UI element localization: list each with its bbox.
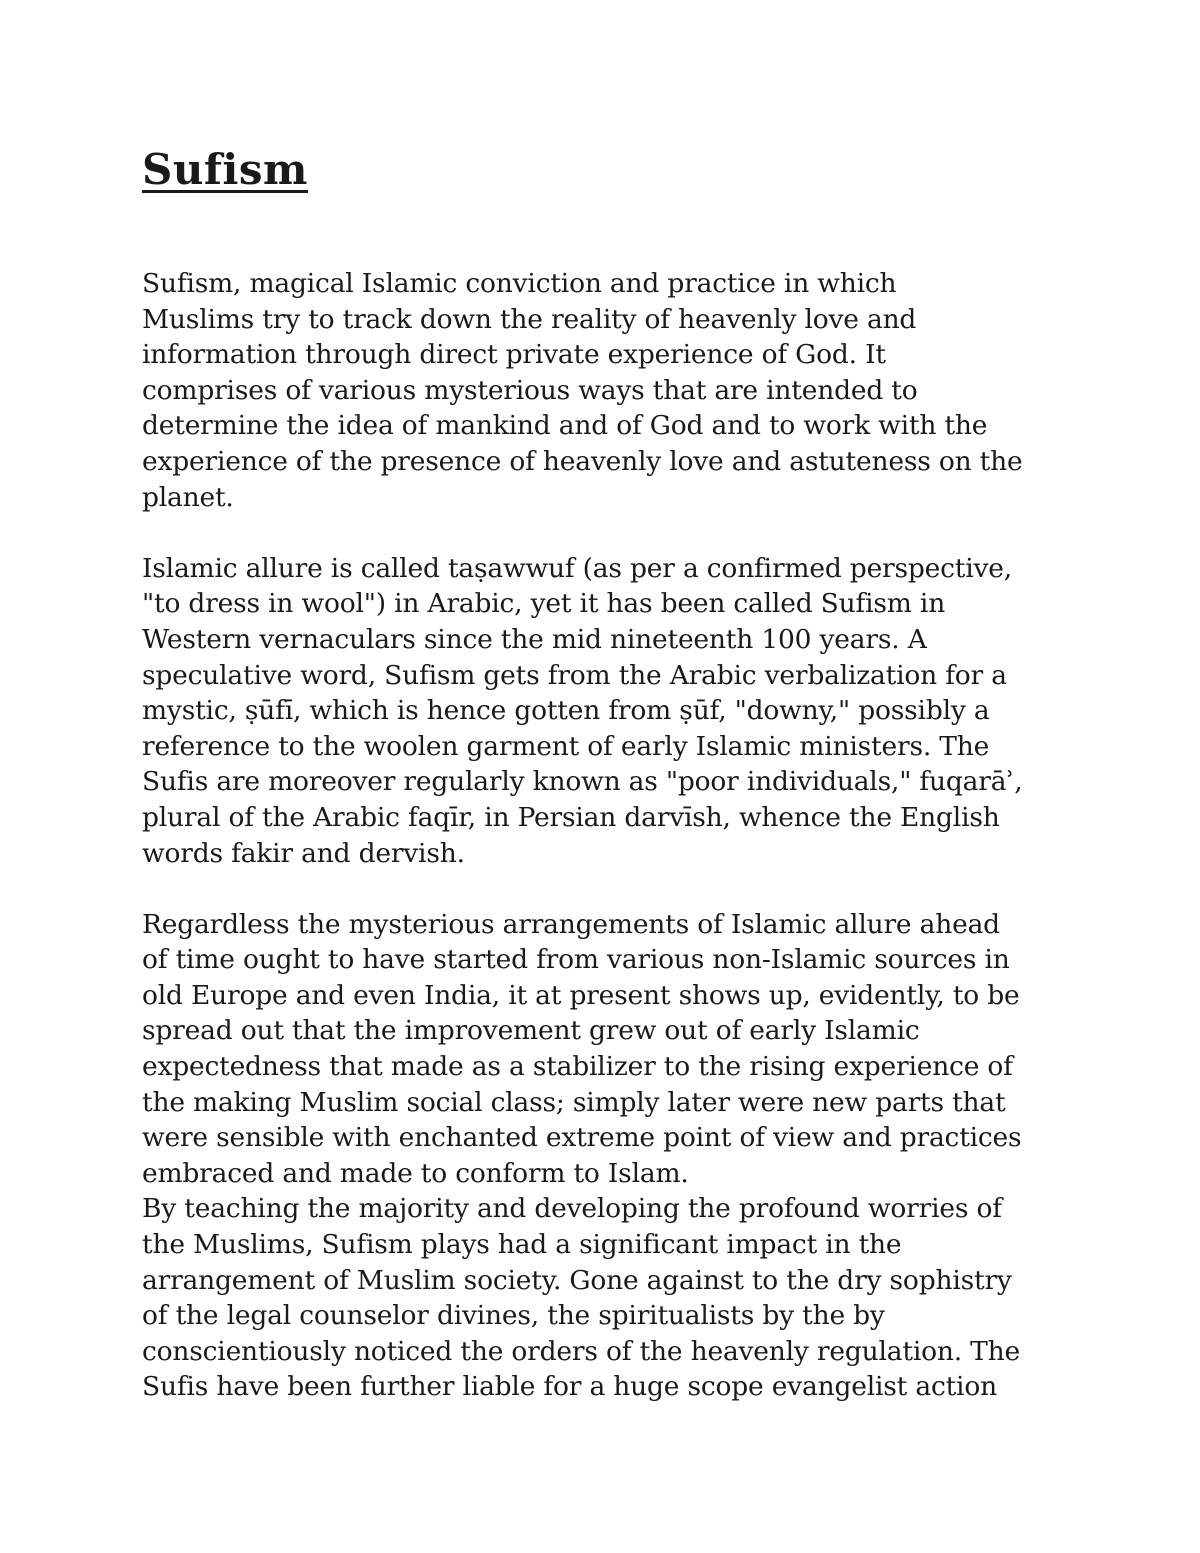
text-line: information through direct private experience of God. It	[142, 339, 886, 371]
text-line: speculative word, Sufism gets from the Arabic verbalization for a	[142, 659, 1007, 691]
text-line: experience of the presence of heavenly love and astuteness on the	[142, 445, 1023, 477]
paragraph-3	[142, 907, 1072, 1192]
text-line: plural of the Arabic faqīr, in Persian darvīsh, whence the English	[142, 801, 1000, 833]
document-page	[142, 140, 1072, 1405]
text-line: determine the idea of mankind and of God and to work with the	[142, 410, 988, 442]
text-line: of time ought to have started from various non-Islamic sources in	[142, 944, 1010, 976]
text-line: mystic, ṣūfī, which is hence gotten from ṣūf, "downy," possibly a	[142, 695, 990, 727]
paragraph-spacer	[142, 871, 1072, 907]
text-line: spread out that the improvement grew out of early Islamic	[142, 1015, 920, 1047]
text-line: By teaching the majority and developing the profound worries of	[142, 1193, 1002, 1225]
text-line: were sensible with enchanted extreme point of view and practices	[142, 1122, 1022, 1154]
text-line: conscientiously noticed the orders of the heavenly regulation. The	[142, 1335, 1021, 1367]
document-title: Sufism	[142, 145, 308, 194]
text-line: Muslims try to track down the reality of heavenly love and	[142, 303, 917, 335]
text-line: expectedness that made as a stabilizer to the rising experience of	[142, 1051, 1013, 1083]
paragraph-1	[142, 266, 1072, 515]
text-line: of the legal counselor divines, the spiritualists by the by	[142, 1300, 885, 1332]
text-line: "to dress in wool") in Arabic, yet it has been called Sufism in	[142, 588, 946, 620]
text-line: Regardless the mysterious arrangements of Islamic allure ahead	[142, 908, 1000, 940]
text-line: old Europe and even India, it at present shows up, evidently, to be	[142, 979, 1020, 1011]
paragraph-4	[142, 1191, 1072, 1405]
text-line: reference to the woolen garment of early Islamic ministers. The	[142, 730, 990, 762]
paragraph-spacer	[142, 515, 1072, 551]
text-line: Western vernaculars since the mid nineteenth 100 years. A	[142, 623, 927, 655]
text-line: embraced and made to conform to Islam.	[142, 1157, 689, 1189]
text-line: Sufis are moreover regularly known as "poor individuals," fuqarāʾ,	[142, 766, 1023, 798]
text-line: Islamic allure is called taṣawwuf (as per a confirmed perspective,	[142, 552, 1013, 584]
text-line: comprises of various mysterious ways that are intended to	[142, 374, 918, 406]
text-line: arrangement of Muslim society. Gone against to the dry sophistry	[142, 1264, 1012, 1296]
paragraph-2	[142, 551, 1072, 871]
text-line: planet.	[142, 481, 234, 513]
text-line: the making Muslim social class; simply later were new parts that	[142, 1086, 1006, 1118]
text-line: words fakir and dervish.	[142, 837, 465, 869]
text-line: Sufis have been further liable for a huge scope evangelist action	[142, 1371, 997, 1403]
text-line: the Muslims, Sufism plays had a significant impact in the	[142, 1229, 902, 1261]
text-line: Sufism, magical Islamic conviction and practice in which	[142, 268, 897, 299]
